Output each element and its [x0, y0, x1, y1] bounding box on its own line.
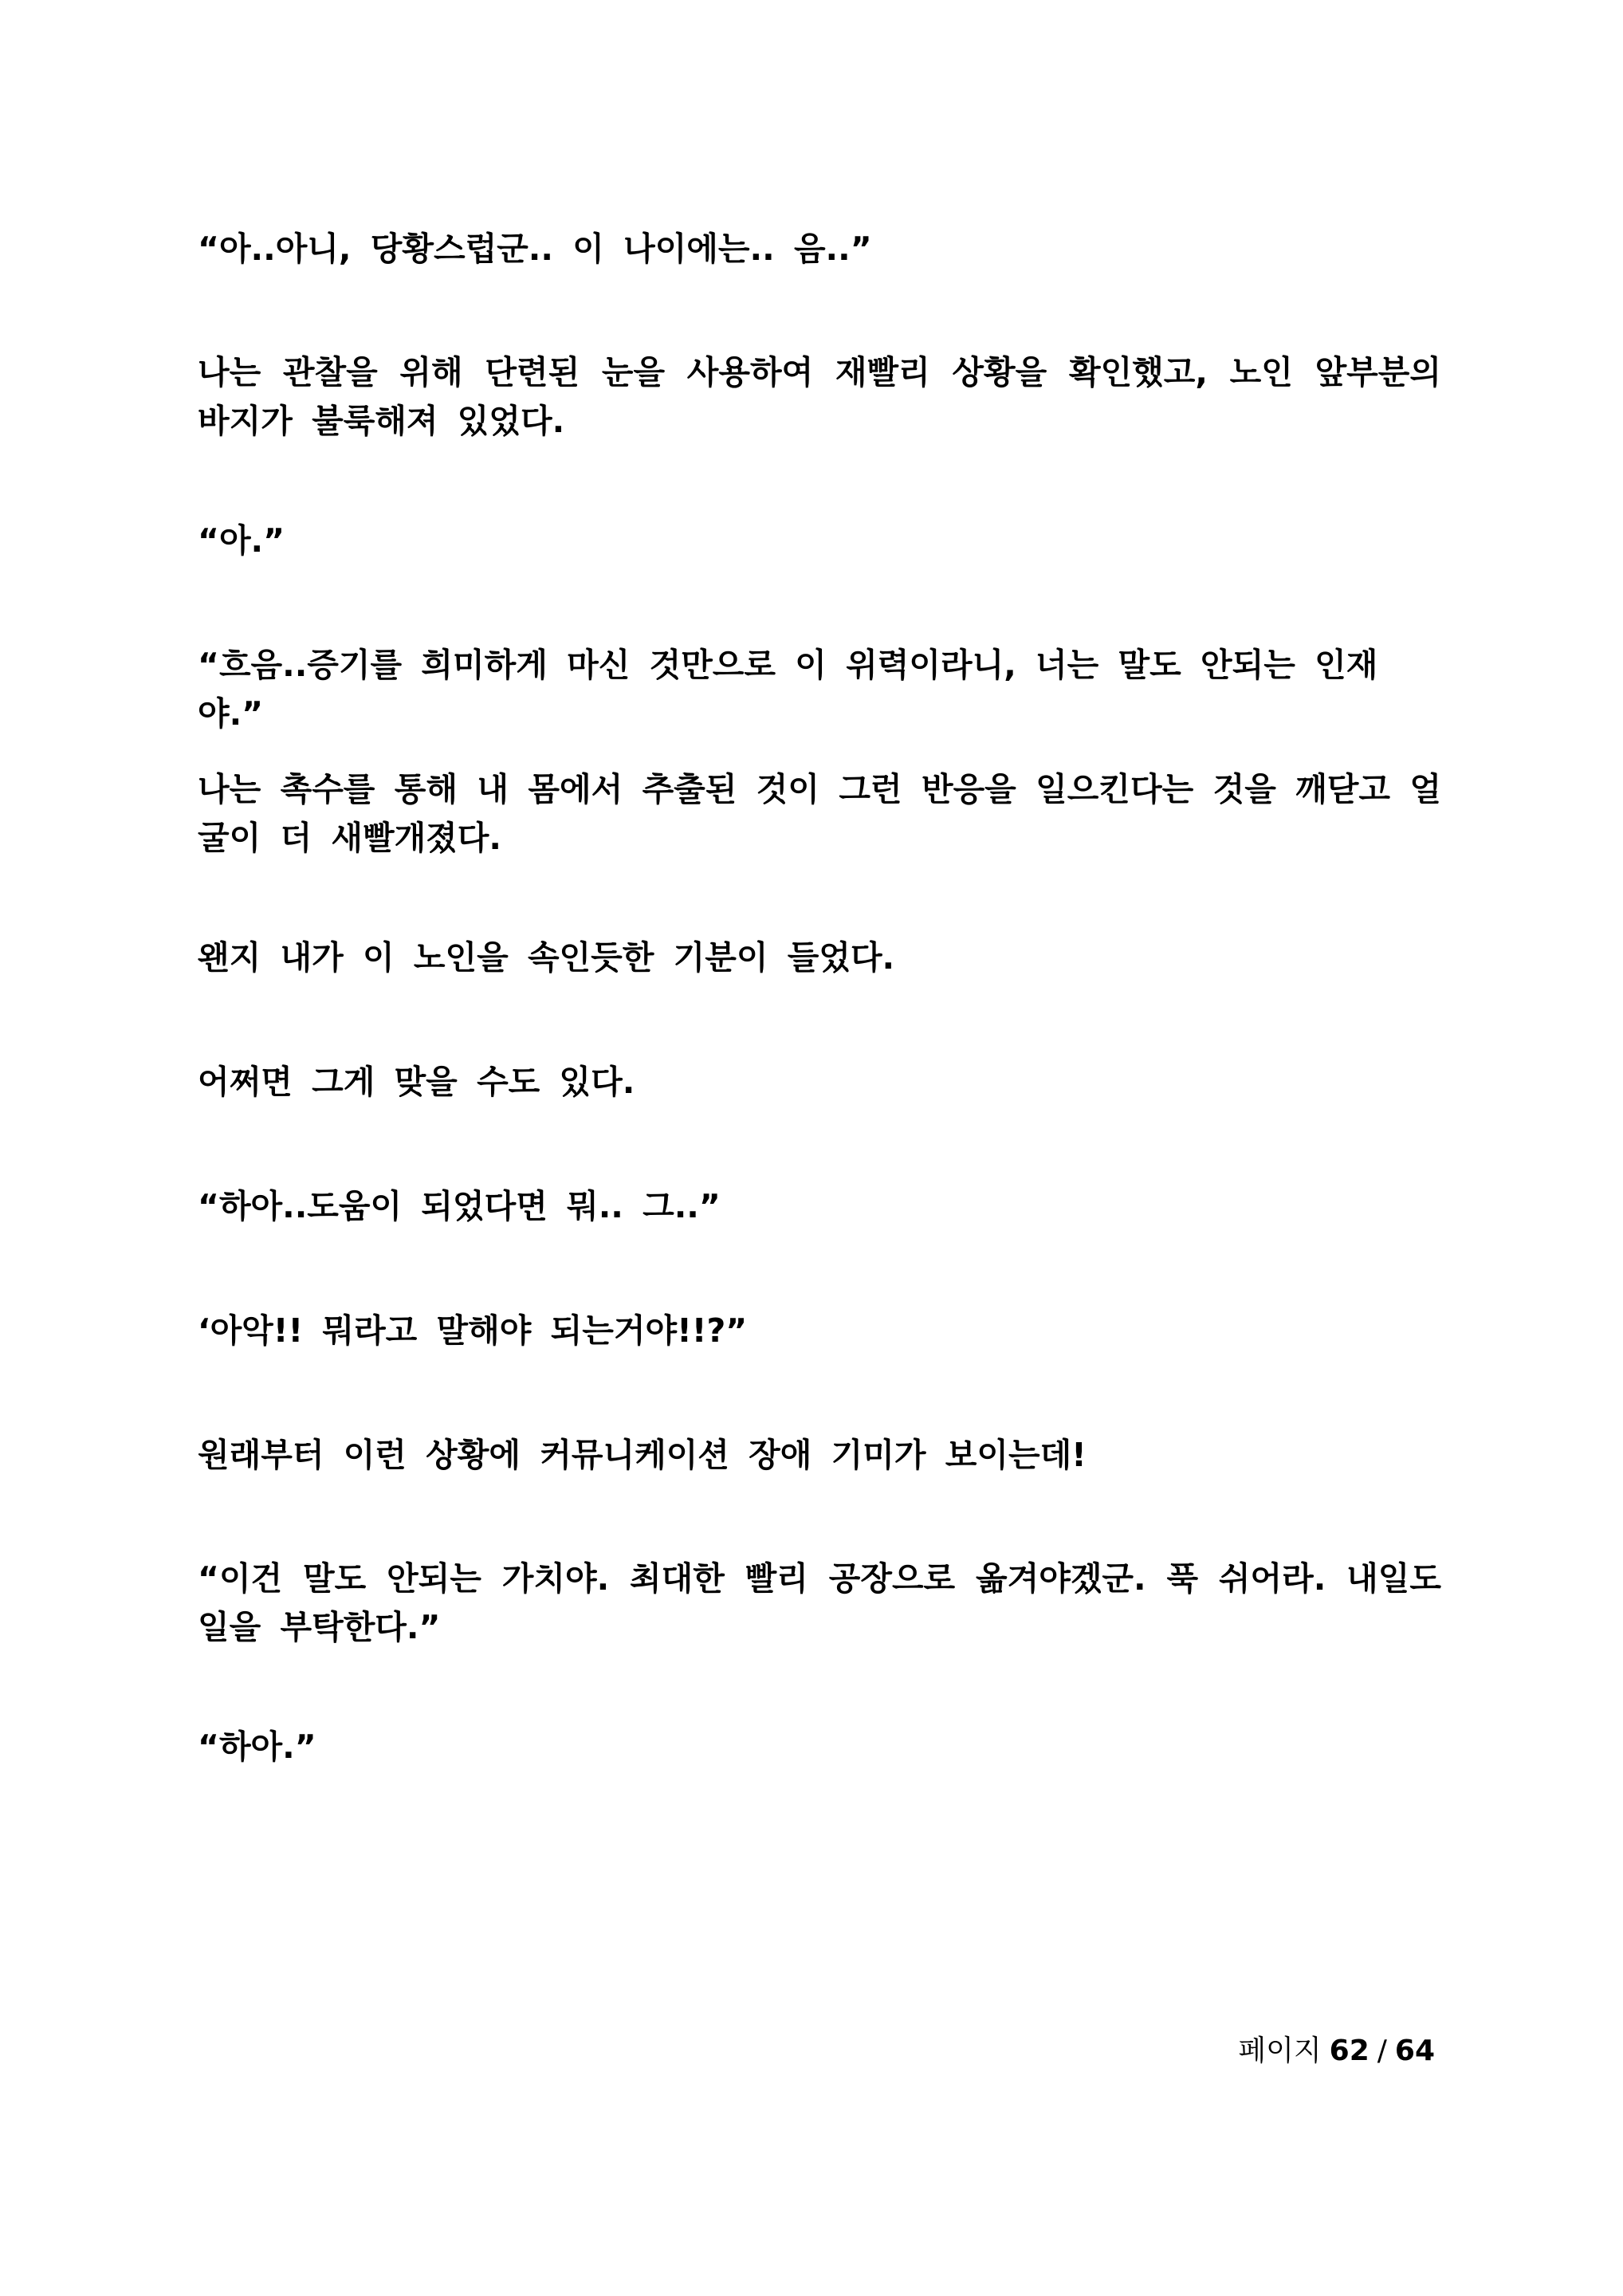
page-separator: / [1377, 2035, 1387, 2067]
page-label: 페이지 [1238, 2035, 1322, 2067]
page-number-footer [1238, 2031, 1435, 2071]
paragraph-narration: 원래부터 이런 상황에 커뮤니케이션 장애 기미가 보이는데! [198, 1436, 1087, 1474]
total-pages-number: 64 [1394, 2035, 1435, 2067]
paragraph-narration: 어쩌면 그게 맞을 수도 있다. [198, 1063, 635, 1101]
paragraph-narration: 나는 관찰을 위해 단련된 눈을 사용하여 재빨리 상황을 확인했고, 노인 앞부분의 바지가 불룩해져 있었다. [198, 353, 1441, 440]
paragraph-dialogue: “하아.” [198, 1728, 316, 1766]
paragraph-dialogue: “흐음..증기를 희미하게 마신 것만으로 이 위력이라니, 너는 말도 안되는 인재야.” [198, 646, 1378, 733]
paragraph-narration: 왠지 내가 이 노인을 속인듯한 기분이 들었다. [198, 938, 895, 977]
paragraph-narration: 나는 촉수를 통해 내 몸에서 추출된 것이 그런 반응을 일으킨다는 것을 깨닫고 얼굴이 더 새빨개졌다. [198, 770, 1441, 857]
paragraph-dialogue: “하아..도움이 되었다면 뭐.. 그..” [198, 1187, 721, 1225]
current-page-number: 62 [1329, 2035, 1370, 2067]
paragraph-thought: ‘아악!! 뭐라고 말해야 되는거야!!?” [198, 1311, 748, 1350]
paragraph-dialogue: “아..아니, 당황스럽군.. 이 나이에는.. 음..” [198, 230, 872, 268]
paragraph-dialogue: “이건 말도 안되는 가치야. 최대한 빨리 공장으로 옮겨야겠군. 푹 쉬어라. 내일도 일을 부탁한다.” [198, 1559, 1441, 1646]
paragraph-dialogue: “아.” [198, 521, 285, 560]
